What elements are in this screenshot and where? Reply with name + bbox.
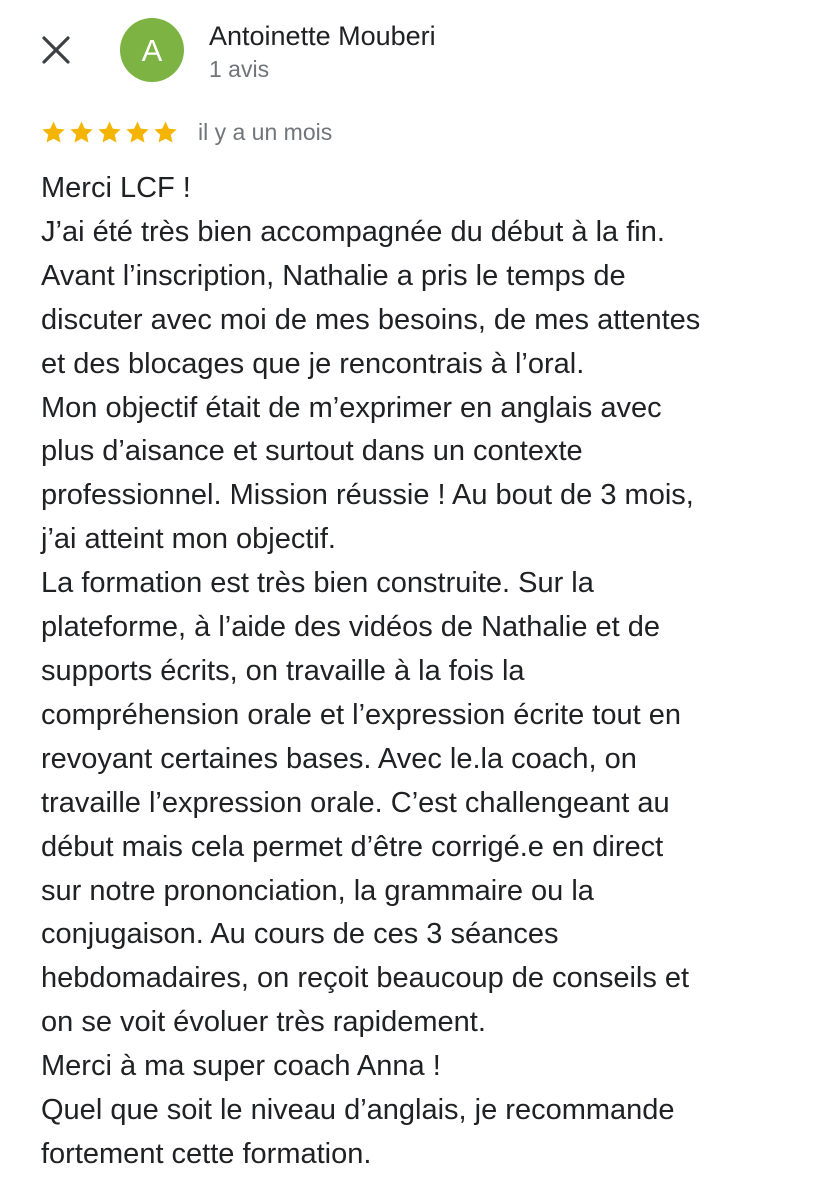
review-text-line: professionnel. Mission réussie ! Au bout de 3 mois, <box>41 479 694 512</box>
close-button[interactable] <box>36 30 76 70</box>
review-text-line: Mon objectif était de m’exprimer en anglais avec <box>41 391 662 424</box>
author-name[interactable]: Antoinette Mouberi <box>209 21 436 51</box>
star-icon <box>68 119 95 146</box>
author-review-count: 1 avis <box>209 56 270 82</box>
review-text-line: supports écrits, on travaille à la fois la <box>41 654 525 687</box>
review-text-line: Merci à ma super coach Anna ! <box>41 1050 441 1083</box>
avatar[interactable] <box>120 18 184 82</box>
review-text-line: j’ai atteint mon objectif. <box>41 523 336 556</box>
review-text <box>41 167 811 1177</box>
review-text-line: plus d’aisance et surtout dans un contexte <box>41 435 583 468</box>
review-text-line: travaille l’expression orale. C’est challengeant au <box>41 786 670 819</box>
review-text-line: début mais cela permet d’être corrigé.e en direct <box>41 830 664 863</box>
review-text-line: compréhension orale et l’expression écrite tout en <box>41 698 681 731</box>
star-icon <box>96 119 123 146</box>
review-text-line: sur notre prononciation, la grammaire ou la <box>41 874 594 907</box>
review-text-line: Merci LCF ! <box>41 172 191 204</box>
star-rating <box>40 119 180 146</box>
review-text-line: on se voit évoluer très rapidement. <box>41 1006 486 1039</box>
review-text-line: revoyant certaines bases. Avec le.la coach, on <box>41 742 637 775</box>
star-icon <box>152 119 179 146</box>
close-icon <box>36 30 76 70</box>
review-text-line: La formation est très bien construite. Sur la <box>41 567 594 600</box>
review-date: il y a un mois <box>198 119 333 145</box>
review-text-line: Quel que soit le niveau d’anglais, je recommande <box>41 1094 675 1127</box>
review-text-line: Avant l’inscription, Nathalie a pris le temps de <box>41 259 626 292</box>
review-text-line: et des blocages que je rencontrais à l’oral. <box>41 347 585 380</box>
star-icon <box>40 119 67 146</box>
review-text-line: hebdomadaires, on reçoit beaucoup de conseils et <box>41 962 690 995</box>
review-text-line: conjugaison. Au cours de ces 3 séances <box>41 918 559 951</box>
review-text-line: discuter avec moi de mes besoins, de mes attentes <box>41 303 701 336</box>
review-text-line: fortement cette formation. <box>41 1137 372 1170</box>
review-text-line: J’ai été très bien accompagnée du début à la fin. <box>41 215 665 248</box>
review-text-line: plateforme, à l’aide des vidéos de Nathalie et de <box>41 611 661 644</box>
star-icon <box>124 119 151 146</box>
rating-row <box>40 116 332 148</box>
avatar-letter: A <box>141 32 163 68</box>
